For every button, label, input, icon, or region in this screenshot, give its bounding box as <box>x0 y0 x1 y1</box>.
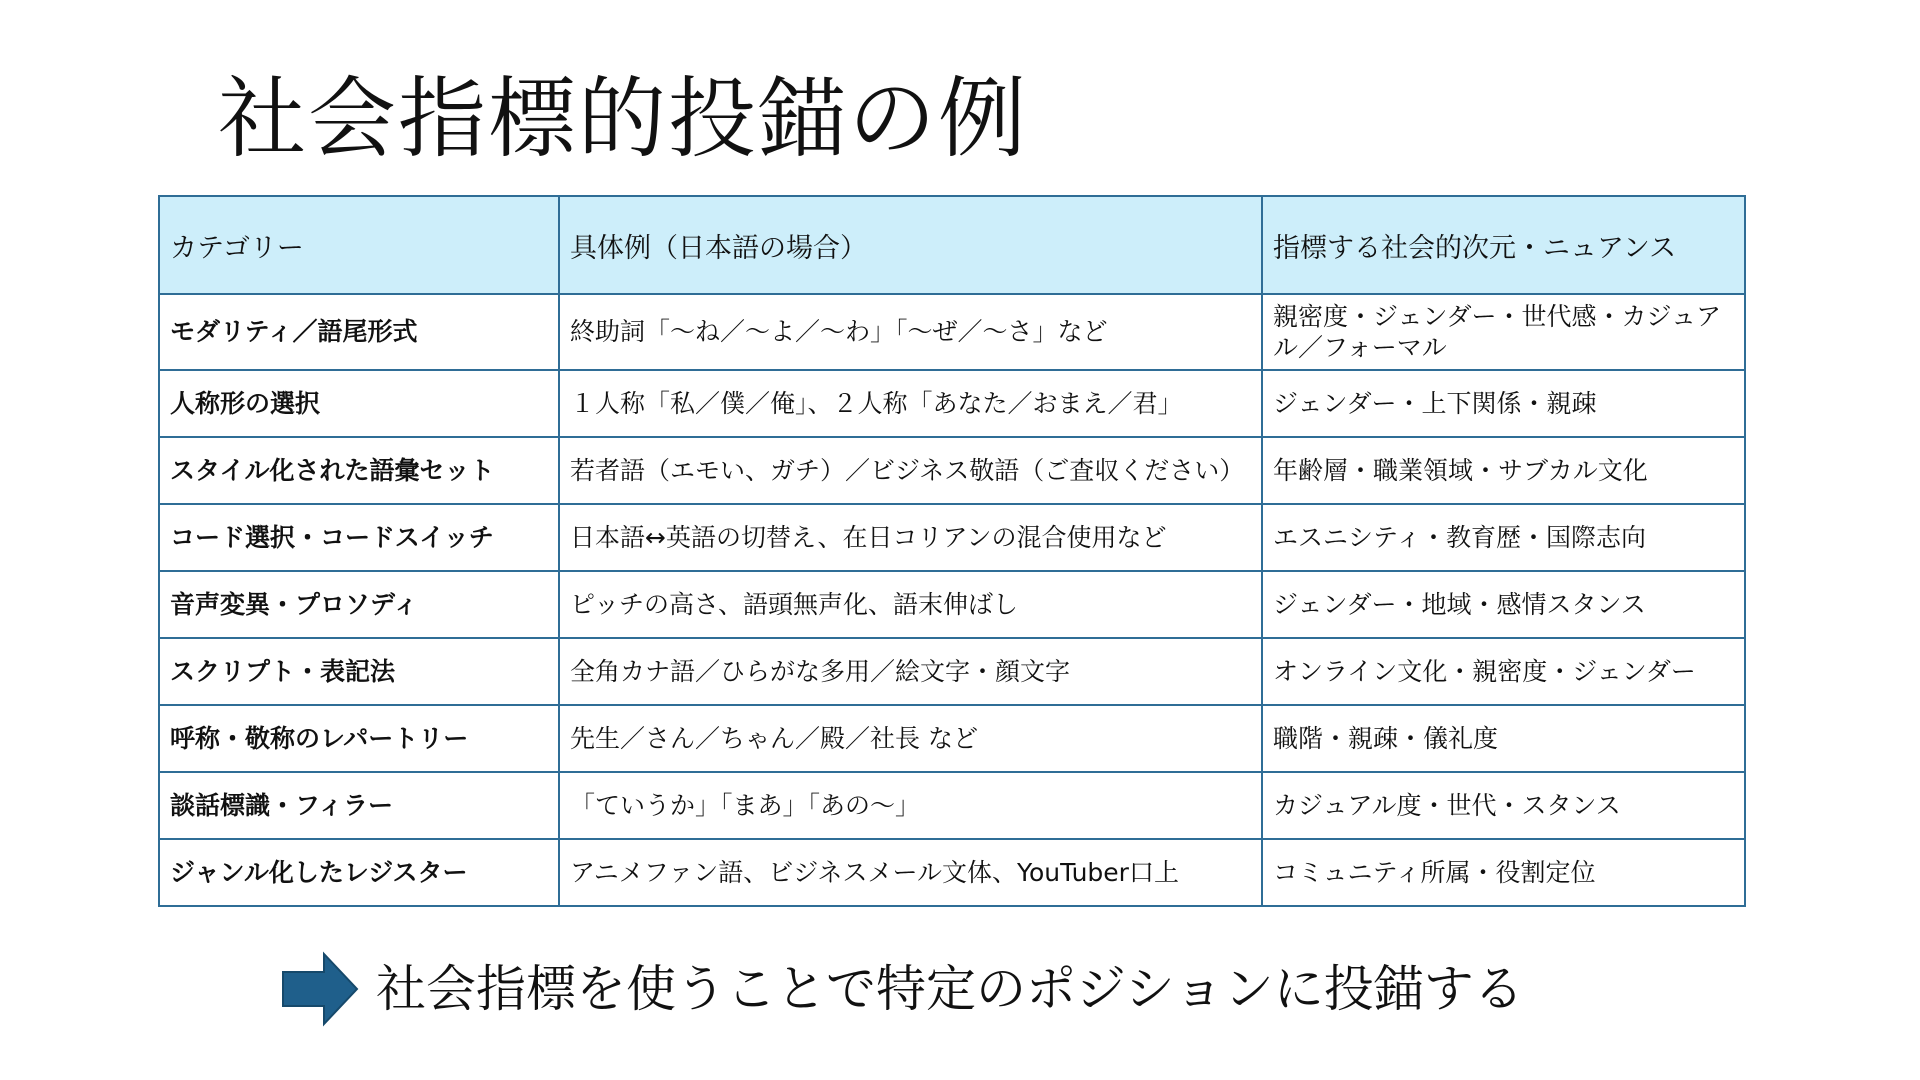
table-row <box>159 638 1745 705</box>
dimension-cell: エスニシティ・教育歴・国際志向 <box>1262 504 1745 571</box>
example-cell: 日本語↔英語の切替え、在日コリアンの混合使用など <box>559 504 1262 571</box>
table-row <box>159 839 1745 906</box>
header-category: カテゴリー <box>159 196 559 294</box>
table-row <box>159 437 1745 504</box>
dimension-cell: カジュアル度・世代・スタンス <box>1262 772 1745 839</box>
category-cell: 呼称・敬称のレパートリー <box>159 705 559 772</box>
example-cell: １人称「私／僕／俺」、２人称「あなた／おまえ／君」 <box>559 370 1262 437</box>
table-row <box>159 571 1745 638</box>
category-cell: 談話標識・フィラー <box>159 772 559 839</box>
table-row <box>159 370 1745 437</box>
example-cell: 「ていうか」「まあ」「あの〜」 <box>559 772 1262 839</box>
conclusion-line <box>280 950 1524 1028</box>
category-cell: スタイル化された語彙セット <box>159 437 559 504</box>
dimension-cell: 職階・親疎・儀礼度 <box>1262 705 1745 772</box>
header-social-dimension: 指標する社会的次元・ニュアンス <box>1262 196 1745 294</box>
category-cell: 音声変異・プロソディ <box>159 571 559 638</box>
example-cell: アニメファン語、ビジネスメール文体、YouTuber口上 <box>559 839 1262 906</box>
example-cell: 先生／さん／ちゃん／殿／社長 など <box>559 705 1262 772</box>
dimension-cell: コミュニティ所属・役割定位 <box>1262 839 1745 906</box>
table-row <box>159 772 1745 839</box>
category-cell: ジャンル化したレジスター <box>159 839 559 906</box>
table-row <box>159 294 1745 370</box>
category-cell: コード選択・コードスイッチ <box>159 504 559 571</box>
table-row <box>159 705 1745 772</box>
table-row <box>159 504 1745 571</box>
dimension-cell: ジェンダー・地域・感情スタンス <box>1262 571 1745 638</box>
example-cell: 若者語（エモい、ガチ）／ビジネス敬語（ご査収ください） <box>559 437 1262 504</box>
right-arrow-icon <box>280 950 360 1028</box>
example-cell: 終助詞「〜ね／〜よ／〜わ」「〜ぜ／〜さ」など <box>559 294 1262 370</box>
table-header-row <box>159 196 1745 294</box>
category-cell: 人称形の選択 <box>159 370 559 437</box>
dimension-cell: 年齢層・職業領域・サブカル文化 <box>1262 437 1745 504</box>
dimension-cell: ジェンダー・上下関係・親疎 <box>1262 370 1745 437</box>
conclusion-text: 社会指標を使うことで特定のポジションに投錨する <box>376 960 1524 1018</box>
example-cell: ピッチの高さ、語頭無声化、語末伸ばし <box>559 571 1262 638</box>
dimension-cell: 親密度・ジェンダー・世代感・カジュアル／フォーマル <box>1262 294 1745 370</box>
indexicality-table <box>158 195 1746 907</box>
indexicality-table-container <box>158 195 1744 907</box>
dimension-cell: オンライン文化・親密度・ジェンダー <box>1262 638 1745 705</box>
slide-title: 社会指標的投錨の例 <box>218 67 1029 170</box>
example-cell: 全角カナ語／ひらがな多用／絵文字・顔文字 <box>559 638 1262 705</box>
category-cell: モダリティ／語尾形式 <box>159 294 559 370</box>
category-cell: スクリプト・表記法 <box>159 638 559 705</box>
header-examples: 具体例（日本語の場合） <box>559 196 1262 294</box>
